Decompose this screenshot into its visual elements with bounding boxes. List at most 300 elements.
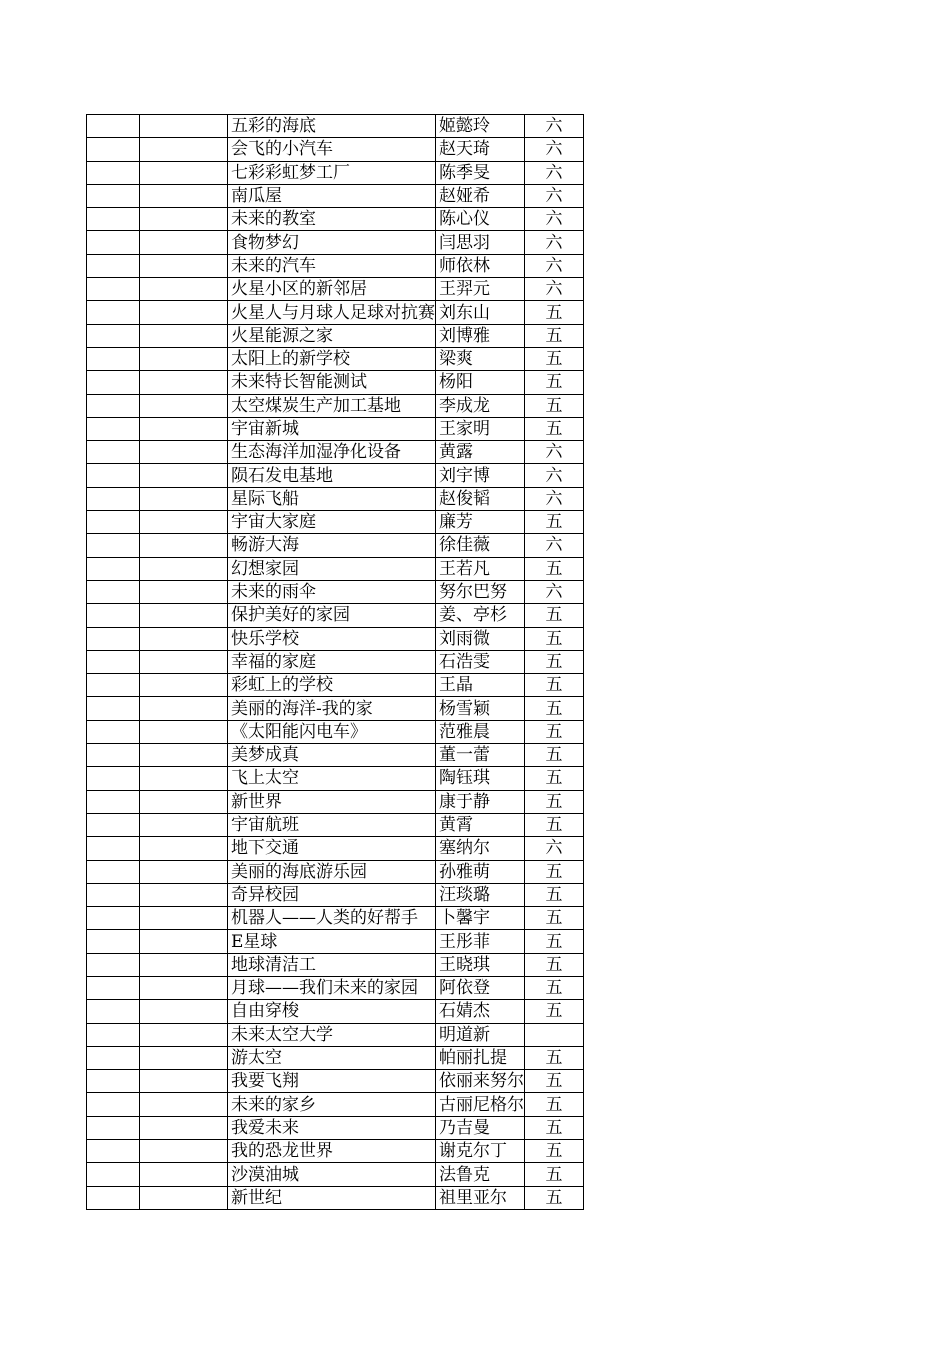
table-row [87, 860, 584, 883]
author-text: 赵俊韬 [439, 488, 490, 509]
title-text: 火星能源之家 [231, 325, 333, 346]
title-cell[interactable] [228, 1140, 436, 1163]
author-text: 姬懿玲 [439, 116, 490, 137]
blank-cell-a[interactable] [87, 1093, 140, 1116]
title-cell[interactable] [228, 790, 436, 813]
blank-cell-a[interactable] [87, 580, 140, 603]
grade-text: 六 [545, 838, 563, 859]
grade-cell[interactable] [525, 1186, 584, 1209]
author-cell[interactable] [436, 697, 525, 720]
title-text: 未来的汽车 [231, 255, 316, 276]
blank-cell-a[interactable] [87, 953, 140, 976]
author-cell[interactable] [436, 231, 525, 254]
table-row [87, 744, 584, 767]
table-row [87, 1186, 584, 1209]
blank-cell-a[interactable] [87, 371, 140, 394]
blank-cell-a[interactable] [87, 138, 140, 161]
title-cell[interactable] [228, 930, 436, 953]
blank-cell-a[interactable] [87, 394, 140, 417]
blank-cell-a[interactable] [87, 837, 140, 860]
author-cell[interactable] [436, 627, 525, 650]
blank-cell-b[interactable] [140, 557, 228, 580]
blank-cell-a[interactable] [87, 184, 140, 207]
author-text: 赵天琦 [439, 139, 490, 160]
title-text: 未来特长智能测试 [231, 372, 367, 393]
author-cell[interactable] [436, 790, 525, 813]
blank-cell-a[interactable] [87, 301, 140, 324]
title-text: 火星小区的新邻居 [231, 279, 367, 300]
blank-cell-a[interactable] [87, 511, 140, 534]
grade-cell[interactable] [525, 254, 584, 277]
blank-cell-a[interactable] [87, 1116, 140, 1139]
grade-cell[interactable] [525, 720, 584, 743]
author-cell[interactable] [436, 394, 525, 417]
title-text: 食物梦幻 [231, 232, 299, 253]
title-cell[interactable] [228, 208, 436, 231]
grade-cell[interactable] [525, 1023, 584, 1046]
grade-cell[interactable] [525, 208, 584, 231]
author-cell[interactable] [436, 767, 525, 790]
grade-cell[interactable] [525, 883, 584, 906]
grade-text: 五 [545, 1094, 563, 1115]
title-cell[interactable] [228, 627, 436, 650]
author-cell[interactable] [436, 604, 525, 627]
blank-cell-b[interactable] [140, 1070, 228, 1093]
blank-cell-b[interactable] [140, 324, 228, 347]
blank-cell-a[interactable] [87, 534, 140, 557]
author-cell[interactable] [436, 441, 525, 464]
author-cell[interactable] [436, 580, 525, 603]
title-cell[interactable] [228, 580, 436, 603]
blank-cell-b[interactable] [140, 1186, 228, 1209]
blank-cell-b[interactable] [140, 1163, 228, 1186]
table-row [87, 976, 584, 999]
blank-cell-a[interactable] [87, 347, 140, 370]
title-cell[interactable] [228, 184, 436, 207]
grade-text: 六 [545, 465, 563, 486]
grade-cell[interactable] [525, 161, 584, 184]
author-cell[interactable] [436, 930, 525, 953]
title-cell[interactable] [228, 417, 436, 440]
grade-cell[interactable] [525, 1046, 584, 1069]
author-cell[interactable] [436, 511, 525, 534]
blank-cell-b[interactable] [140, 441, 228, 464]
blank-cell-b[interactable] [140, 744, 228, 767]
blank-cell-b[interactable] [140, 301, 228, 324]
title-cell[interactable] [228, 441, 436, 464]
grade-cell[interactable] [525, 1140, 584, 1163]
blank-cell-b[interactable] [140, 953, 228, 976]
grade-cell[interactable] [525, 487, 584, 510]
title-cell[interactable] [228, 697, 436, 720]
blank-cell-a[interactable] [87, 930, 140, 953]
blank-cell-a[interactable] [87, 1000, 140, 1023]
table-row [87, 1140, 584, 1163]
blank-cell-b[interactable] [140, 138, 228, 161]
blank-cell-a[interactable] [87, 627, 140, 650]
blank-cell-a[interactable] [87, 208, 140, 231]
title-cell[interactable] [228, 138, 436, 161]
blank-cell-b[interactable] [140, 674, 228, 697]
table-row [87, 627, 584, 650]
author-cell[interactable] [436, 184, 525, 207]
title-cell[interactable] [228, 511, 436, 534]
grade-cell[interactable] [525, 1000, 584, 1023]
grade-text: 六 [545, 488, 563, 509]
title-text: 五彩的海底 [231, 116, 316, 137]
title-cell[interactable] [228, 347, 436, 370]
blank-cell-b[interactable] [140, 487, 228, 510]
title-cell[interactable] [228, 953, 436, 976]
blank-cell-a[interactable] [87, 907, 140, 930]
grade-text: 五 [545, 954, 563, 975]
grade-cell[interactable] [525, 697, 584, 720]
grade-cell[interactable] [525, 1070, 584, 1093]
blank-cell-a[interactable] [87, 1070, 140, 1093]
title-cell[interactable] [228, 976, 436, 999]
blank-cell-a[interactable] [87, 744, 140, 767]
title-cell[interactable] [228, 464, 436, 487]
author-cell[interactable] [436, 324, 525, 347]
grade-cell[interactable] [525, 650, 584, 673]
blank-cell-b[interactable] [140, 767, 228, 790]
author-cell[interactable] [436, 1163, 525, 1186]
blank-cell-b[interactable] [140, 464, 228, 487]
blank-cell-a[interactable] [87, 860, 140, 883]
title-cell[interactable] [228, 1093, 436, 1116]
author-cell[interactable] [436, 1070, 525, 1093]
author-text: 黄露 [439, 442, 473, 463]
blank-cell-b[interactable] [140, 860, 228, 883]
grade-text: 五 [545, 884, 563, 905]
blank-cell-b[interactable] [140, 697, 228, 720]
grade-cell[interactable] [525, 441, 584, 464]
title-cell[interactable] [228, 115, 436, 138]
title-cell[interactable] [228, 301, 436, 324]
grade-cell[interactable] [525, 744, 584, 767]
blank-cell-b[interactable] [140, 650, 228, 673]
grade-cell[interactable] [525, 301, 584, 324]
title-cell[interactable] [228, 1046, 436, 1069]
blank-cell-b[interactable] [140, 417, 228, 440]
author-cell[interactable] [436, 1000, 525, 1023]
blank-cell-b[interactable] [140, 790, 228, 813]
grade-text: 五 [545, 512, 563, 533]
blank-cell-a[interactable] [87, 767, 140, 790]
grade-cell[interactable] [525, 1116, 584, 1139]
grade-cell[interactable] [525, 115, 584, 138]
grade-text: 六 [545, 162, 563, 183]
blank-cell-b[interactable] [140, 371, 228, 394]
blank-cell-a[interactable] [87, 557, 140, 580]
title-text: 新世界 [231, 791, 282, 812]
author-cell[interactable] [436, 674, 525, 697]
author-cell[interactable] [436, 208, 525, 231]
author-cell[interactable] [436, 557, 525, 580]
author-cell[interactable] [436, 1023, 525, 1046]
grade-cell[interactable] [525, 627, 584, 650]
grade-cell[interactable] [525, 278, 584, 301]
grade-cell[interactable] [525, 394, 584, 417]
blank-cell-a[interactable] [87, 720, 140, 743]
blank-cell-b[interactable] [140, 347, 228, 370]
author-cell[interactable] [436, 976, 525, 999]
table-row [87, 511, 584, 534]
grade-text: 五 [545, 651, 563, 672]
blank-cell-b[interactable] [140, 1046, 228, 1069]
blank-cell-b[interactable] [140, 604, 228, 627]
blank-cell-b[interactable] [140, 813, 228, 836]
title-cell[interactable] [228, 534, 436, 557]
title-cell[interactable] [228, 487, 436, 510]
title-cell[interactable] [228, 371, 436, 394]
author-text: 王家明 [439, 419, 490, 439]
grade-cell[interactable] [525, 930, 584, 953]
author-text: 乃吉曼 [439, 1117, 490, 1138]
blank-cell-b[interactable] [140, 231, 228, 254]
author-cell[interactable] [436, 534, 525, 557]
blank-cell-b[interactable] [140, 1140, 228, 1163]
title-text: 月球——我们未来的家园 [231, 978, 418, 999]
grade-cell[interactable] [525, 674, 584, 697]
title-cell[interactable] [228, 1186, 436, 1209]
title-cell[interactable] [228, 650, 436, 673]
blank-cell-b[interactable] [140, 907, 228, 930]
blank-cell-a[interactable] [87, 417, 140, 440]
table-row [87, 604, 584, 627]
grade-cell[interactable] [525, 976, 584, 999]
author-cell[interactable] [436, 301, 525, 324]
grade-cell[interactable] [525, 790, 584, 813]
author-cell[interactable] [436, 883, 525, 906]
blank-cell-a[interactable] [87, 674, 140, 697]
blank-cell-a[interactable] [87, 976, 140, 999]
grade-cell[interactable] [525, 953, 584, 976]
blank-cell-b[interactable] [140, 115, 228, 138]
grade-text: 五 [545, 745, 563, 766]
author-cell[interactable] [436, 464, 525, 487]
author-cell[interactable] [436, 1140, 525, 1163]
title-cell[interactable] [228, 720, 436, 743]
author-text: 王彤菲 [439, 931, 490, 952]
author-cell[interactable] [436, 1093, 525, 1116]
blank-cell-b[interactable] [140, 976, 228, 999]
blank-cell-a[interactable] [87, 697, 140, 720]
blank-cell-b[interactable] [140, 394, 228, 417]
author-cell[interactable] [436, 417, 525, 440]
grade-cell[interactable] [525, 1163, 584, 1186]
author-cell[interactable] [436, 907, 525, 930]
title-cell[interactable] [228, 1023, 436, 1046]
table-row [87, 1000, 584, 1023]
title-cell[interactable] [228, 674, 436, 697]
blank-cell-b[interactable] [140, 208, 228, 231]
grade-cell[interactable] [525, 231, 584, 254]
blank-cell-b[interactable] [140, 930, 228, 953]
blank-cell-b[interactable] [140, 580, 228, 603]
blank-cell-a[interactable] [87, 1140, 140, 1163]
grade-cell[interactable] [525, 860, 584, 883]
author-cell[interactable] [436, 1116, 525, 1139]
author-cell[interactable] [436, 860, 525, 883]
blank-cell-a[interactable] [87, 278, 140, 301]
grade-cell[interactable] [525, 557, 584, 580]
grade-cell[interactable] [525, 1093, 584, 1116]
title-text: 我的恐龙世界 [231, 1141, 333, 1162]
blank-cell-a[interactable] [87, 231, 140, 254]
blank-cell-b[interactable] [140, 161, 228, 184]
blank-cell-a[interactable] [87, 650, 140, 673]
title-cell[interactable] [228, 604, 436, 627]
author-cell[interactable] [436, 371, 525, 394]
grade-cell[interactable] [525, 417, 584, 440]
grade-cell[interactable] [525, 534, 584, 557]
title-cell[interactable] [228, 813, 436, 836]
blank-cell-a[interactable] [87, 1023, 140, 1046]
title-text: 宇宙新城 [231, 419, 299, 439]
title-text: 宇宙大家庭 [231, 512, 316, 533]
title-cell[interactable] [228, 324, 436, 347]
title-text: 七彩彩虹梦工厂 [231, 162, 350, 183]
grade-cell[interactable] [525, 767, 584, 790]
title-cell[interactable] [228, 1116, 436, 1139]
title-cell[interactable] [228, 254, 436, 277]
grade-cell[interactable] [525, 813, 584, 836]
title-text: 火星人与月球人足球对抗赛 [231, 302, 435, 323]
grade-cell[interactable] [525, 511, 584, 534]
title-cell[interactable] [228, 837, 436, 860]
table-row [87, 534, 584, 557]
title-cell[interactable] [228, 161, 436, 184]
author-text: 杨阳 [439, 372, 473, 393]
author-cell[interactable] [436, 720, 525, 743]
grade-text: 五 [545, 558, 563, 579]
blank-cell-b[interactable] [140, 1000, 228, 1023]
blank-cell-a[interactable] [87, 790, 140, 813]
author-cell[interactable] [436, 953, 525, 976]
blank-cell-b[interactable] [140, 534, 228, 557]
table-row [87, 813, 584, 836]
blank-cell-a[interactable] [87, 161, 140, 184]
blank-cell-a[interactable] [87, 441, 140, 464]
blank-cell-a[interactable] [87, 883, 140, 906]
grade-cell[interactable] [525, 324, 584, 347]
blank-cell-b[interactable] [140, 720, 228, 743]
author-cell[interactable] [436, 1046, 525, 1069]
grade-text: 五 [545, 1048, 563, 1069]
title-cell[interactable] [228, 883, 436, 906]
title-cell[interactable] [228, 1000, 436, 1023]
author-cell[interactable] [436, 744, 525, 767]
blank-cell-a[interactable] [87, 464, 140, 487]
blank-cell-a[interactable] [87, 604, 140, 627]
author-cell[interactable] [436, 487, 525, 510]
grade-text: 六 [545, 139, 563, 160]
table-row [87, 254, 584, 277]
blank-cell-a[interactable] [87, 1186, 140, 1209]
blank-cell-a[interactable] [87, 254, 140, 277]
blank-cell-a[interactable] [87, 115, 140, 138]
title-cell[interactable] [228, 1070, 436, 1093]
grade-text: 六 [545, 535, 563, 556]
title-cell[interactable] [228, 860, 436, 883]
author-cell[interactable] [436, 138, 525, 161]
blank-cell-a[interactable] [87, 324, 140, 347]
author-cell[interactable] [436, 115, 525, 138]
table-row [87, 347, 584, 370]
title-cell[interactable] [228, 744, 436, 767]
blank-cell-a[interactable] [87, 1163, 140, 1186]
title-cell[interactable] [228, 557, 436, 580]
grade-cell[interactable] [525, 604, 584, 627]
grade-cell[interactable] [525, 184, 584, 207]
title-cell[interactable] [228, 278, 436, 301]
author-cell[interactable] [436, 254, 525, 277]
title-cell[interactable] [228, 767, 436, 790]
title-text: 幸福的家庭 [231, 651, 316, 672]
blank-cell-a[interactable] [87, 487, 140, 510]
author-cell[interactable] [436, 278, 525, 301]
author-cell[interactable] [436, 1186, 525, 1209]
title-text: 新世纪 [231, 1187, 282, 1208]
blank-cell-b[interactable] [140, 1023, 228, 1046]
grade-cell[interactable] [525, 837, 584, 860]
grade-text: 五 [545, 419, 563, 439]
blank-cell-b[interactable] [140, 883, 228, 906]
blank-cell-a[interactable] [87, 813, 140, 836]
grade-text: 六 [545, 116, 563, 137]
title-cell[interactable] [228, 907, 436, 930]
author-text: 陶钰琪 [439, 768, 490, 789]
author-cell[interactable] [436, 650, 525, 673]
table-row [87, 907, 584, 930]
blank-cell-a[interactable] [87, 1046, 140, 1069]
title-text: 《太阳能闪电车》 [231, 721, 367, 742]
table-row [87, 464, 584, 487]
table-row [87, 231, 584, 254]
blank-cell-b[interactable] [140, 837, 228, 860]
blank-cell-b[interactable] [140, 1116, 228, 1139]
grade-cell[interactable] [525, 907, 584, 930]
blank-cell-b[interactable] [140, 627, 228, 650]
grade-cell[interactable] [525, 347, 584, 370]
grade-text: 五 [545, 628, 563, 649]
title-text: 美梦成真 [231, 745, 299, 766]
grade-cell[interactable] [525, 464, 584, 487]
author-cell[interactable] [436, 837, 525, 860]
grade-cell[interactable] [525, 138, 584, 161]
table-row [87, 837, 584, 860]
blank-cell-b[interactable] [140, 1093, 228, 1116]
grade-cell[interactable] [525, 371, 584, 394]
author-cell[interactable] [436, 161, 525, 184]
title-cell[interactable] [228, 1163, 436, 1186]
grade-cell[interactable] [525, 580, 584, 603]
blank-cell-b[interactable] [140, 184, 228, 207]
author-cell[interactable] [436, 813, 525, 836]
blank-cell-b[interactable] [140, 278, 228, 301]
table-row [87, 1116, 584, 1139]
title-cell[interactable] [228, 394, 436, 417]
blank-cell-b[interactable] [140, 254, 228, 277]
blank-cell-b[interactable] [140, 511, 228, 534]
title-cell[interactable] [228, 231, 436, 254]
author-cell[interactable] [436, 347, 525, 370]
author-text: 刘宇博 [439, 465, 490, 486]
table-body [87, 115, 584, 1210]
author-text: 王晶 [439, 675, 473, 696]
table-row [87, 138, 584, 161]
